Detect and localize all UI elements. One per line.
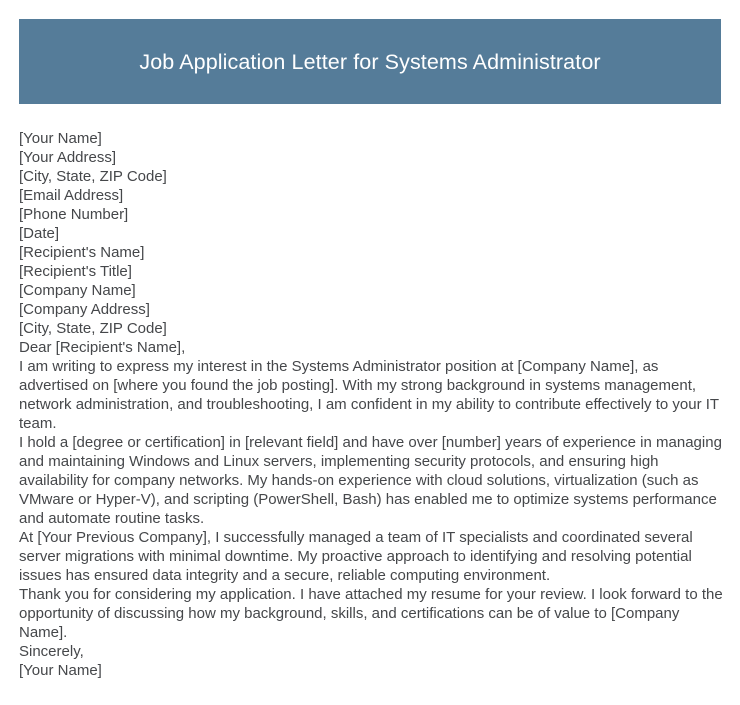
- recipient-line-title: [Recipient's Title]: [19, 263, 132, 280]
- sender-line-name: [Your Name]: [19, 130, 102, 147]
- body-paragraph-1: I am writing to express my interest in the Systems Administrator position at [Company Name], as advertised on [where you found the job posting]. With my strong background in systems management, network administration, and troubleshooting, I am confident in my ability to contribute effectively to your IT team.: [19, 358, 719, 432]
- body-paragraph-4: Thank you for considering my application. I have attached my resume for your review. I look forward to the opportunity of discussing how my background, skills, and certifications can be of value to [Company Name].: [19, 586, 723, 641]
- body-paragraph-2: I hold a [degree or certification] in [relevant field] and have over [number] years of experience in managing and maintaining Windows and Linux servers, implementing security protocols, and ensuring high availability for company networks. My hands-on experience with cloud solutions, virtualization (such as VMware or Hyper-V), and scripting (PowerShell, Bash) has enabled me to optimize systems performance and automate routine tasks.: [19, 434, 722, 527]
- body-paragraph-3: At [Your Previous Company], I successfully managed a team of IT specialists and coordinated several server migrations with minimal downtime. My proactive approach to identifying and resolving potential issues has ensured data integrity and a secure, reliable computing environment.: [19, 529, 693, 584]
- sender-line-date: [Date]: [19, 225, 60, 242]
- salutation: Dear [Recipient's Name],: [19, 339, 186, 356]
- sender-line-city-state-zip: [City, State, ZIP Code]: [19, 168, 167, 185]
- letter-header-banner: [19, 19, 721, 104]
- recipient-line-company-name: [Company Name]: [19, 282, 136, 299]
- recipient-address-block: [19, 243, 723, 338]
- sender-line-address: [Your Address]: [19, 149, 117, 166]
- closing-salutation: Sincerely,: [19, 643, 84, 660]
- page-title: Job Application Letter for Systems Administrator: [139, 49, 601, 74]
- recipient-line-city-state-zip: [City, State, ZIP Code]: [19, 320, 167, 337]
- sender-line-phone: [Phone Number]: [19, 206, 129, 223]
- signature-name: [Your Name]: [19, 662, 102, 679]
- recipient-line-name: [Recipient's Name]: [19, 244, 145, 261]
- sender-address-block: [19, 129, 723, 243]
- sender-line-email: [Email Address]: [19, 187, 124, 204]
- letter-body: [19, 129, 723, 680]
- recipient-line-company-address: [Company Address]: [19, 301, 150, 318]
